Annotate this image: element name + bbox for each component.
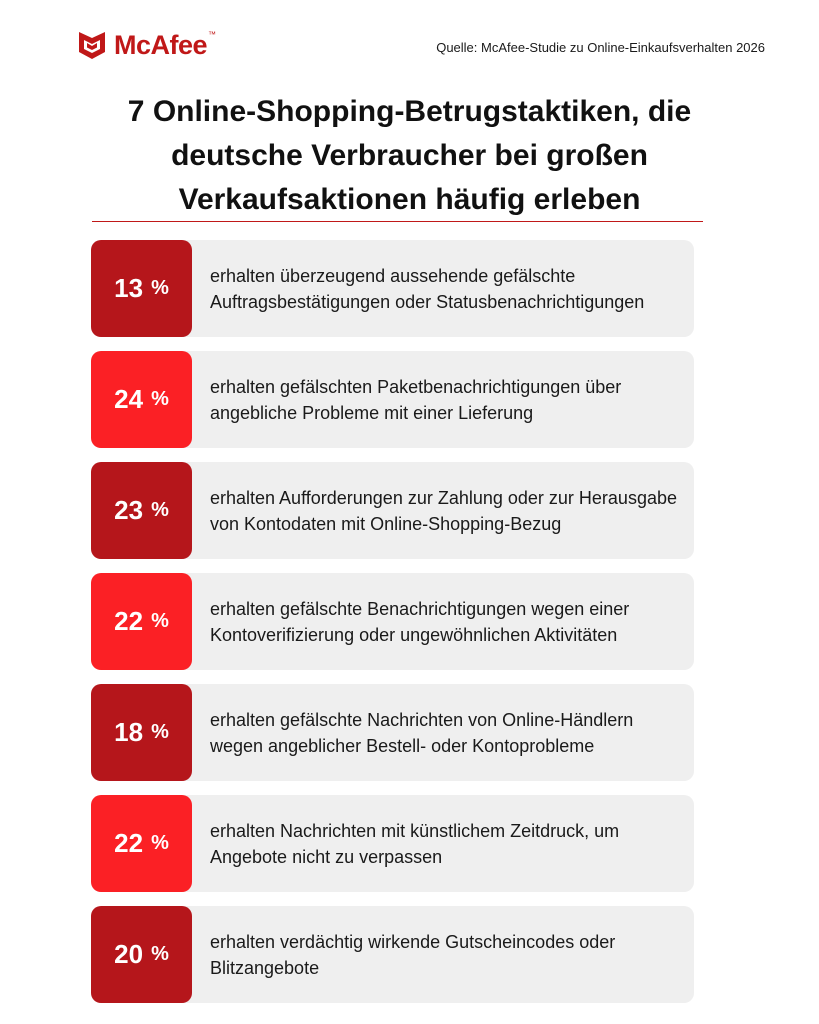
percentage-unit: % [151,388,169,410]
percentage-unit: % [151,832,169,854]
tactic-item [91,351,694,448]
title-line: Verkaufsaktionen häufig erleben [178,183,641,216]
logo-wordmark: McAfee [114,29,208,60]
percentage-badge [91,351,192,448]
tactic-item [91,684,694,781]
tactic-description: erhalten verdächtig wirkende Gutscheincodes oder Blitzangebote [210,931,616,978]
percentage-value: 23 [114,495,144,525]
tactic-description: erhalten Nachrichten mit künstlichem Zeitdruck, um Angebote nicht zu verpassen [210,820,620,867]
percentage-unit: % [151,277,169,299]
tactic-description: erhalten gefälschten Paketbenachrichtigungen über angebliche Probleme mit einer Lieferung [210,376,622,423]
percentage-value: 13 [114,273,144,303]
tactic-item [91,573,694,670]
title-divider [92,221,703,222]
mcafee-shield-icon [78,30,106,60]
source-note: Quelle: McAfee-Studie zu Online-Einkaufsverhalten 2026 [436,40,765,55]
percentage-badge [91,795,192,892]
percentage-unit: % [151,943,169,965]
title-line: deutsche Verbraucher bei großen [171,139,648,172]
tactic-item [91,240,694,337]
tactic-item [91,906,694,1003]
percentage-badge [91,684,192,781]
percentage-value: 18 [114,717,144,747]
percentage-badge [91,906,192,1003]
percentage-unit: % [151,721,169,743]
tactic-description: erhalten Aufforderungen zur Zahlung oder zur Herausgabe von Kontodaten mit Online-Shopping-Bezug [210,487,677,534]
tactic-description: erhalten gefälschte Nachrichten von Online-Händlern wegen angeblicher Bestell- oder Kontoprobleme [210,709,634,756]
page-title [40,90,779,222]
percentage-badge [91,462,192,559]
percentage-value: 24 [114,384,144,414]
mcafee-logo [78,30,216,60]
percentage-unit: % [151,610,169,632]
tactic-item [91,795,694,892]
percentage-badge [91,240,192,337]
percentage-value: 22 [114,828,144,858]
percentage-unit: % [151,499,169,521]
logo-trademark: ™ [208,30,217,39]
tactic-description: erhalten gefälschte Benachrichtigungen wegen einer Kontoverifizierung oder ungewöhnlichen Aktivitäten [210,598,630,645]
title-line: 7 Online-Shopping-Betrugstaktiken, die [127,95,692,128]
percentage-value: 22 [114,606,144,636]
percentage-value: 20 [114,939,144,969]
tactic-description: erhalten überzeugend aussehende gefälschte Auftragsbestätigungen oder Statusbenachrichtigungen [210,265,645,312]
percentage-badge [91,573,192,670]
tactic-item [91,462,694,559]
